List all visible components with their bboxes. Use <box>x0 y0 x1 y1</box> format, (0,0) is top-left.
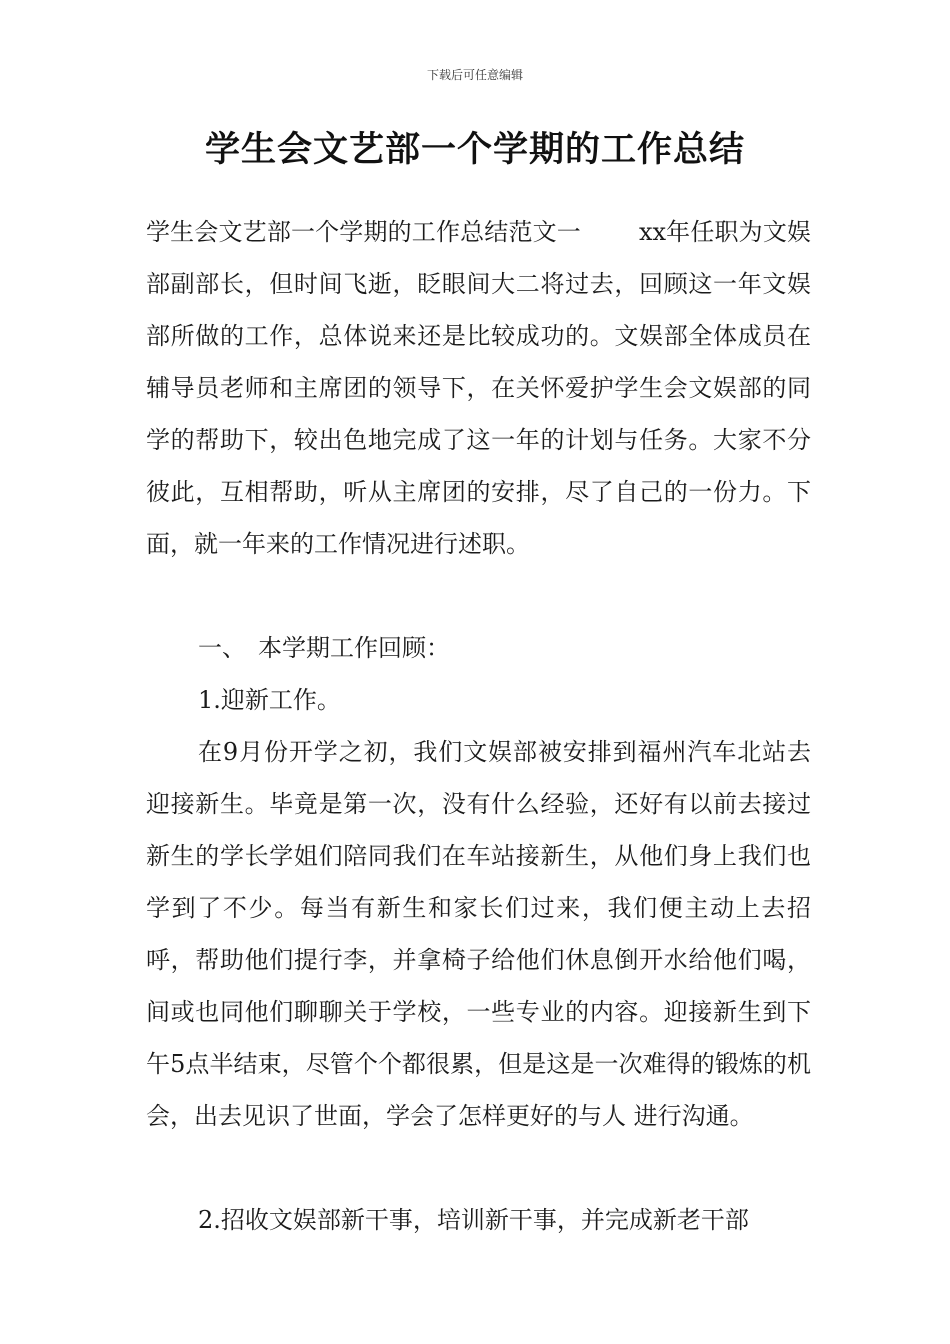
item-one-heading: 1.迎新工作。 <box>198 686 341 714</box>
item-one-body: 在9月份开学之初，我们文娱部被安排到福州汽车北站去迎接新生。毕竟是第一次，没有什么经验，还好有以前去接过新生的学长学姐们陪同我们在车站接新生，从他们身上我们也学到了不少。每当有新生和家长们过来，我们便主动上去招呼，帮助他们提行李，并拿椅子给他们休息倒开水给他们喝，间或也同他们聊聊关于学校，一些专业的内容。迎接新生到下午5点半结束，尽管个个都很累，但是这是一次难得的锻炼的机会，出去见识了世面，学会了怎样更好的与人 进行沟通。 <box>146 738 811 1130</box>
document-title: 学生会文艺部一个学期的工作总结 <box>204 130 745 170</box>
intro-heading: 学生会文艺部一个学期的工作总结范文一 <box>146 218 581 246</box>
item-two-heading-block <box>146 1194 811 1246</box>
item-two-heading: 2.招收文娱部新干事，培训新干事，并完成新老干部 <box>198 1206 749 1234</box>
intro-paragraph <box>146 206 811 570</box>
section-one-heading: 一、 本学期工作回顾： <box>198 634 450 662</box>
intro-text <box>146 206 811 570</box>
header-note: 下载后可任意编辑 <box>426 68 523 82</box>
item-one-heading-block <box>146 674 811 726</box>
section-one-heading-block <box>146 622 811 674</box>
item-one-body-block <box>146 726 811 1142</box>
intro-body: xx年任职为文娱部副部长，但时间飞逝，眨眼间大二将过去，回顾这一年文娱部所做的工作，总体说来还是比较成功的。文娱部全体成员在辅导员老师和主席团的领导下，在关怀爱护学生会文娱部的同学的帮助下，较出色地完成了这一年的计划与任务。大家不分彼此，互相帮助，听从主席团的安排，尽了自己的一份力。下面，就一年来的工作情况进行述职。 <box>146 218 812 558</box>
